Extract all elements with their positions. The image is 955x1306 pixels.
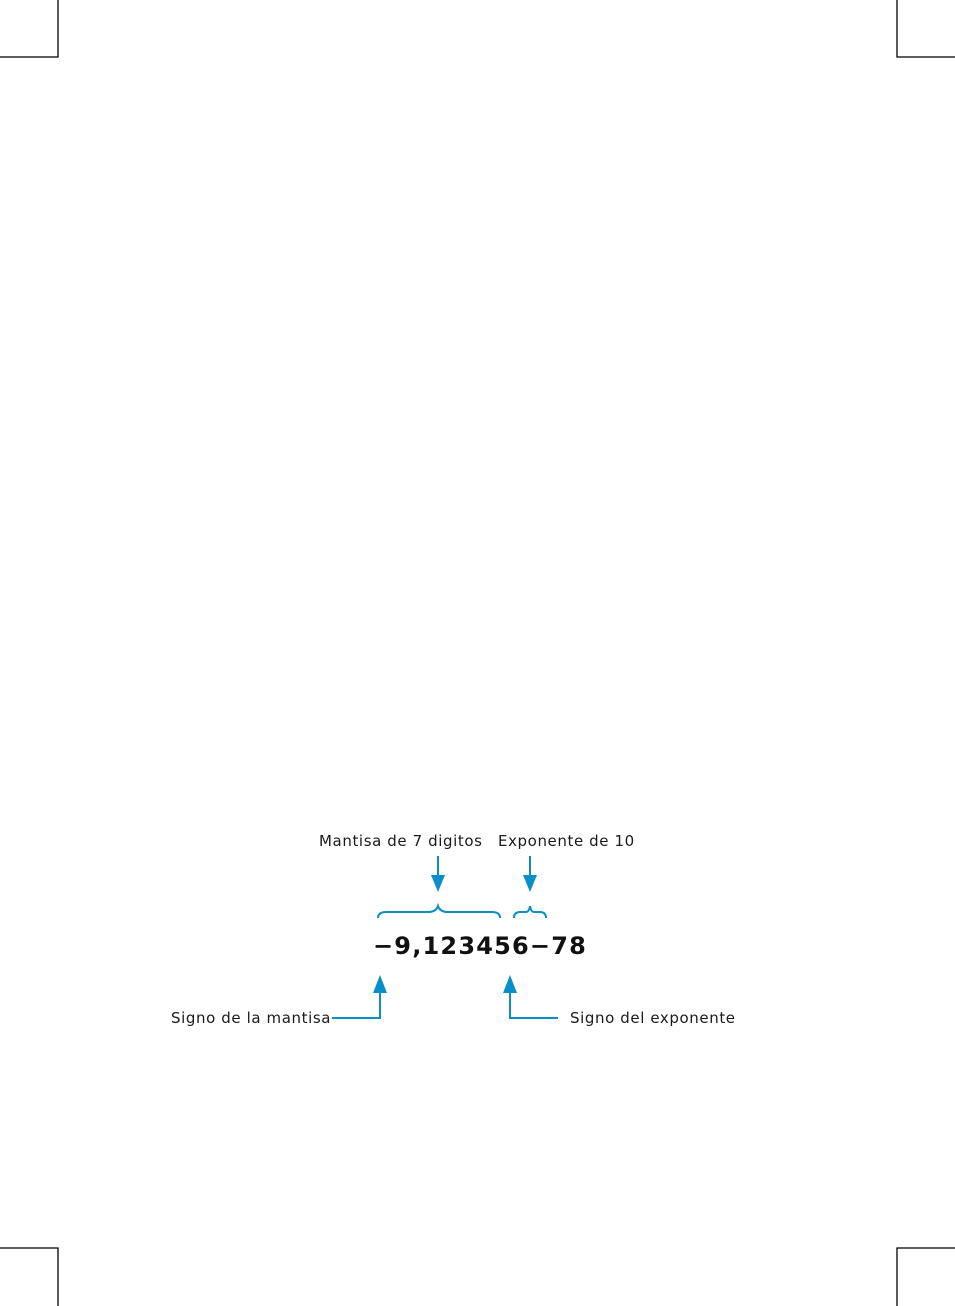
exponent-brace [514, 906, 546, 918]
number-display: −9,123456−78 [373, 932, 588, 960]
exponent-down-arrow [523, 856, 537, 892]
exponent-sign-label: Signo del exponente [570, 1009, 736, 1027]
crop-mark-bottom-left [0, 1248, 58, 1306]
exponent-label: Exponente de 10 [498, 832, 635, 850]
mantissa-brace [378, 906, 500, 918]
crop-mark-top-right [897, 0, 955, 57]
mantissa-sign-arrow [332, 975, 387, 1018]
mantissa-down-arrow [431, 856, 445, 892]
mantissa-label: Mantisa de 7 digitos [319, 832, 483, 850]
exponent-sign-arrow [503, 975, 558, 1018]
crop-mark-bottom-right [897, 1248, 955, 1306]
crop-mark-top-left [0, 0, 58, 57]
mantissa-sign-label: Signo de la mantisa [171, 1009, 332, 1027]
